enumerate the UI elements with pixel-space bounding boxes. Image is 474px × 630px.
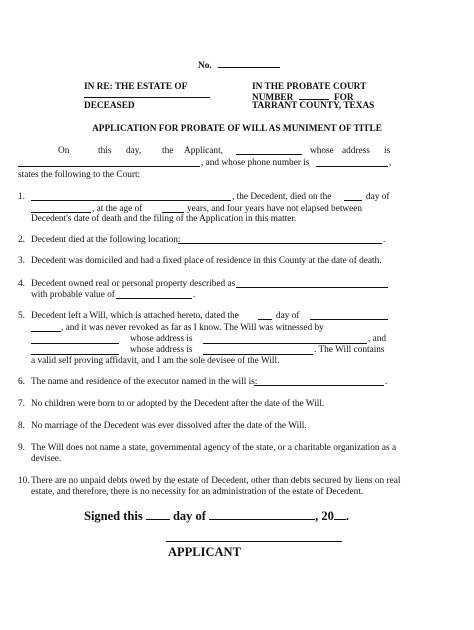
- will-year-field[interactable]: [31, 331, 61, 332]
- applicant-label: APPLICANT: [168, 545, 241, 559]
- court-line-3: TARRANT COUNTY, TEXAS: [252, 101, 375, 111]
- item-10-line1: There are no unpaid debts owed by the estate of Decedent, other than debts secured by liens on real: [31, 476, 401, 486]
- signed-year-field[interactable]: [334, 509, 346, 520]
- estate-of-label: IN RE: THE ESTATE OF: [84, 82, 188, 92]
- applicant-phone-field[interactable]: [316, 166, 388, 167]
- item-3-number: 3.: [18, 256, 25, 266]
- item-10-number: 10.: [18, 476, 30, 486]
- witness-2-address-field[interactable]: [203, 354, 313, 355]
- item-5-and: , and: [368, 334, 387, 344]
- item-8-number: 8.: [18, 421, 25, 431]
- intro-applicant: Applicant,: [184, 146, 223, 156]
- case-number: [198, 59, 280, 71]
- item-6-text: The name and residence of the executor named in the will is:: [31, 377, 258, 387]
- intro-whose: whose: [310, 146, 334, 156]
- item-1-years: years, and four years have not elapsed between: [187, 204, 363, 214]
- item-5-contains: . The Will contains: [314, 345, 385, 355]
- witness-1-address-field[interactable]: [203, 343, 367, 344]
- deceased-label: DECEASED: [84, 101, 135, 111]
- item-5-text-a: Decedent left a Will, which is attached hereto, dated the: [31, 311, 239, 321]
- applicant-address-field[interactable]: [18, 166, 200, 167]
- property-description-field[interactable]: [236, 287, 388, 288]
- applicant-name-field[interactable]: [236, 154, 302, 155]
- item-9-line1: The Will does not name a state, governmental agency of the state, or a charitable organization as a: [31, 443, 397, 453]
- court-line-1: IN THE PROBATE COURT: [252, 82, 367, 92]
- item-1-day-of: day of: [366, 192, 390, 202]
- signed-this-label: Signed this: [84, 509, 143, 523]
- intro-the: the: [162, 146, 174, 156]
- item-5-text-c: , and it was never revoked as far as I know. The Will was witnessed by: [61, 323, 324, 333]
- intro-is: is: [384, 146, 391, 156]
- applicant-signature-line[interactable]: [166, 541, 342, 542]
- item-8-text: No marriage of the Decedent was ever dissolved after the date of the Will.: [31, 421, 307, 431]
- court-number-field[interactable]: [299, 91, 329, 100]
- document-title: APPLICATION FOR PROBATE OF WILL AS MUNIMENT OF TITLE: [92, 124, 382, 134]
- intro-phone-label: , and whose phone number is: [201, 158, 310, 168]
- executor-field[interactable]: [254, 385, 384, 386]
- property-value-field[interactable]: [116, 298, 192, 299]
- age-field[interactable]: [162, 212, 184, 213]
- witness-1-name-field[interactable]: [31, 343, 119, 344]
- item-6-end: .: [385, 377, 388, 387]
- case-number-label: No.: [198, 61, 212, 71]
- item-9-number: 9.: [18, 443, 25, 453]
- will-month-field[interactable]: [310, 319, 388, 320]
- item-4-text: Decedent owned real or personal property described as: [31, 279, 236, 289]
- item-7-number: 7.: [18, 399, 25, 409]
- decedent-name-field[interactable]: [31, 200, 231, 201]
- item-5-whose-1: whose address is: [130, 334, 193, 344]
- item-5-line-last: a valid self proving affidavit, and I am the sole devisee of the Will.: [31, 356, 280, 366]
- intro-address: address: [342, 146, 370, 156]
- intro-comma: ,: [389, 158, 392, 168]
- signed-day-of-label: day of: [172, 509, 206, 523]
- witness-2-name-field[interactable]: [31, 354, 119, 355]
- signed-year-prefix: , 20: [315, 509, 334, 523]
- intro-on: On: [58, 146, 70, 156]
- item-6-number: 6.: [18, 377, 25, 387]
- item-2-text: Decedent died at the following location:: [31, 235, 181, 245]
- item-2-end: .: [383, 235, 386, 245]
- signed-year-suffix: .: [345, 509, 349, 523]
- item-2-number: 2.: [18, 235, 25, 245]
- item-4-value-label: with probable value of: [31, 290, 115, 300]
- intro-this: this: [98, 146, 112, 156]
- court-number-label: NUMBER: [252, 93, 294, 103]
- item-4-end: .: [193, 290, 196, 300]
- death-month-field[interactable]: [31, 212, 91, 213]
- item-1-age-of: , at the age of: [92, 204, 143, 214]
- item-5-whose-2: whose address is: [130, 345, 193, 355]
- item-3-text: Decedent was domiciled and had a fixed place of residence in this County at the date of death.: [31, 256, 382, 266]
- death-location-field[interactable]: [178, 243, 382, 244]
- death-day-field[interactable]: [344, 200, 362, 201]
- item-5-number: 5.: [18, 311, 25, 321]
- item-1-line3: Decedent's date of death and the filing of the Application in this matter.: [31, 214, 297, 224]
- item-4-number: 4.: [18, 279, 25, 289]
- item-9-line2: devisee.: [31, 454, 62, 464]
- signed-line: [84, 509, 349, 524]
- item-1-number: 1.: [18, 192, 25, 202]
- case-number-field[interactable]: [218, 59, 280, 68]
- item-5-day-of: day of: [276, 311, 300, 321]
- court-for-label: FOR: [333, 93, 354, 103]
- item-7-text: No children were born to or adopted by the Decedent after the date of the Will.: [31, 399, 325, 409]
- item-1-died-on: , the Decedent, died on the: [232, 192, 332, 202]
- will-day-field[interactable]: [258, 319, 272, 320]
- item-10-line2: estate, and therefore, there is no necessity for an administration of the estate of Decedent.: [31, 487, 364, 497]
- intro-states: states the following to the Court:: [18, 170, 141, 180]
- intro-day: day,: [126, 146, 142, 156]
- signed-day-field[interactable]: [146, 509, 170, 520]
- estate-name-field[interactable]: [84, 97, 210, 98]
- signed-month-field[interactable]: [209, 509, 315, 520]
